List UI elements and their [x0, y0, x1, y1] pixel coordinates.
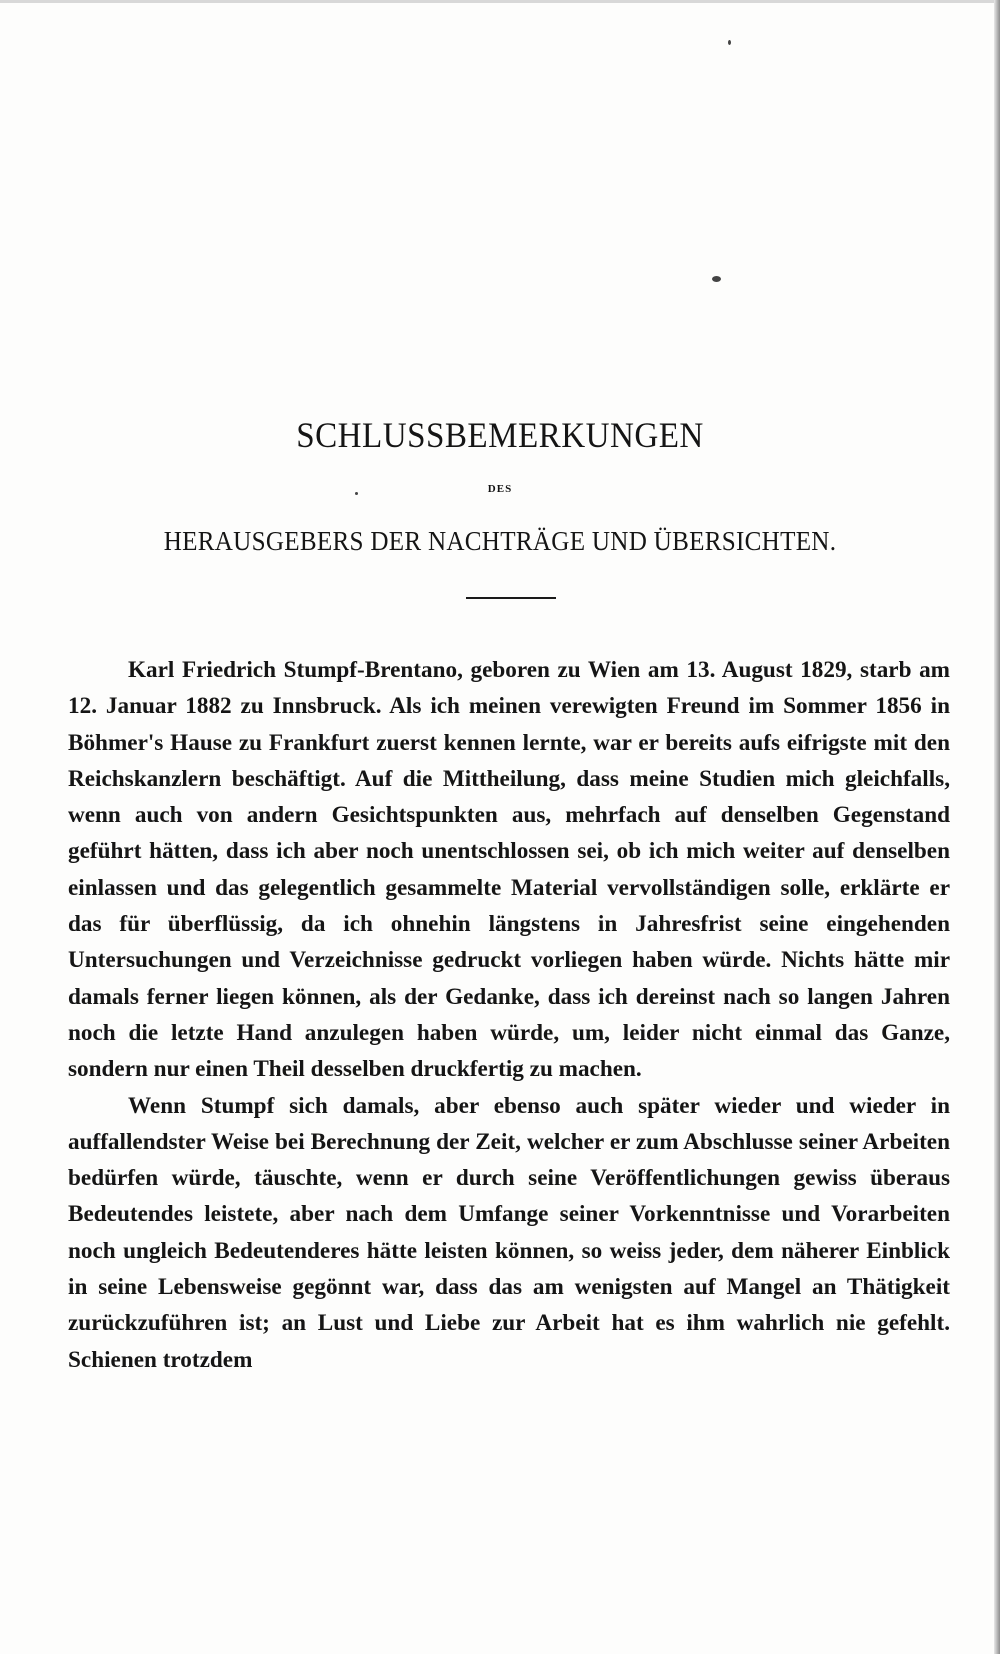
page-subtitle: HERAUSGEBERS DER NACHTRÄGE UND ÜBERSICHTEN.	[163, 526, 837, 556]
page-title: SCHLUSSBEMERKUNGEN	[296, 415, 704, 455]
show-through-bleed	[360, 40, 680, 60]
paragraph-1: Karl Friedrich Stumpf-Brentano, geboren zu Wien am 13. August 1829, starb am 12. Januar 1882 zu Innsbruck. Als ich meinen verewigten Freund im Sommer 1856 in Böhmer's Hause zu Frankfurt zuerst kennen lernte, war er bereits aufs eifrigste mit den Reichskanzlern beschäftigt. Auf die Mittheilung, dass meine Studien mich gleichfalls, wenn auch von andern Gesichtspunkten aus, mehrfach auf denselben Gegenstand geführt hätten, dass ich aber noch unentschlossen sei, ob ich mich weiter auf denselben einlassen und das gelegentlich gesammelte Material vervollständigen solle, erklärte er das für überflüssig, da ich ohnehin längstens in Jahresfrist seine eingehenden Untersuchungen und Verzeichnisse gedruckt vorliegen haben würde. Nichts hätte mir damals ferner liegen können, als der Gedanke, dass ich dereinst nach so langen Jahren noch die letzte Hand anzulegen haben würde, um, leider nicht einmal das Ganze, sondern nur einen Theil desselben druckfertig zu machen.	[68, 657, 950, 1083]
paragraph-2: Wenn Stumpf sich damals, aber ebenso auch später wieder und wieder in auffallendster Weise bei Berechnung der Zeit, welcher er zum Abschlusse seiner Arbeiten bedürfen würde, täuschte, wenn er durch seine Veröffentlichungen gewiss überaus Bedeutendes leistete, aber nach dem Umfange seiner Vorkenntnisse und Vorarbeiten noch ungleich Bedeutenderes hätte leisten können, so weiss jeder, dem näherer Einblick in seine Lebensweise gegönnt war, dass das am wenigsten auf Mangel an Thätigkeit zurückzuführen ist; an Lust und Liebe zur Arbeit hat es ihm wahrlich nie gefehlt. Schienen trotzdem	[68, 1092, 950, 1373]
section-divider	[466, 597, 556, 599]
title-connector: DES	[487, 483, 513, 495]
body-text	[68, 652, 950, 1378]
ink-speck	[728, 40, 731, 45]
page-right-edge	[994, 0, 1000, 1654]
page-top-edge	[0, 0, 1000, 3]
ink-speck	[712, 276, 721, 282]
